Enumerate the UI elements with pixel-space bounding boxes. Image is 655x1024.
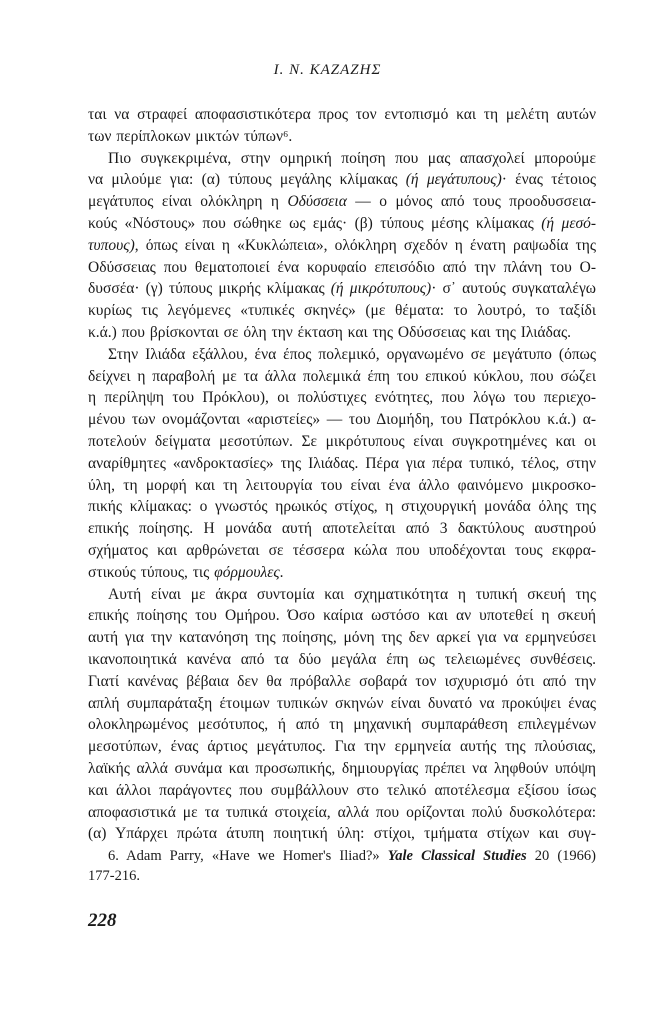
text-segment: · ένας τέτοιος [501, 171, 596, 189]
text-line [88, 693, 596, 715]
text-segment: και άλλοι παράγοντες που συμβάλλουν στο τελικό αποτέλεσμα εξίσου ίσως [88, 781, 596, 799]
text-line [88, 148, 596, 170]
text-line [88, 453, 596, 475]
text-line [88, 431, 596, 453]
text-line [88, 802, 596, 824]
text-line [88, 496, 596, 518]
text-segment: αυτή για την κατανόηση της ποίησης, μόνη της δεν αρκεί για να ερμηνεύσει [88, 629, 596, 647]
italic-text: Οδύσσεια [287, 193, 347, 211]
text-line [88, 387, 596, 409]
text-line [88, 366, 596, 388]
text-line [88, 169, 596, 191]
text-segment: απλή συμπαράταξη έτοιμων τυπικών σκηνών είναι δυνατό να προκύψει ένας [88, 694, 596, 712]
text-segment: Στην Ιλιάδα εξάλλου, ένα έπος πολεμικό, οργανωμένο σε μεγάτυπο (όπως [108, 345, 596, 363]
text-line [88, 649, 596, 671]
italic-text: (ή μικρότυπους) [330, 280, 432, 298]
page-number: 228 [88, 910, 117, 931]
text-segment: κυρίως τις λεγόμενες «τυπικές σκηνές» (με θέματα: το λουτρό, το ταξίδι [88, 302, 596, 320]
text-segment: Οδύσσειας που θεματοποιεί ένα κορυφαίο επεισόδιο από την πλάνη του Ο- [88, 258, 596, 276]
text-segment: μεσοτύπων, ένας άρτιος μεγάτυπος. Για την ερμηνεία αυτής της πλούσιας, [88, 738, 596, 756]
text-line [88, 627, 596, 649]
text-line [88, 518, 596, 540]
text-segment: , όπως είναι η «Κυκλώπεια», ολόκληρη σχεδόν η ένατη ραψωδία της [134, 236, 596, 254]
text-segment: αναρίθμητες «ανδροκτασίες» της Ιλιάδας. Πέρα για πέρα τυπικό, τέλος, στην [88, 454, 596, 472]
running-header: Ι. Ν. ΚΑΖΑΖΗΣ [273, 62, 382, 78]
text-segment: ολοκληρωμένος μεσότυπος, ή από τη μηχανική συμπαράθεση επιλεγμένων [88, 716, 596, 734]
text-segment: Αυτή είναι με άκρα συντομία και σχηματικότητα η τυπική σκευή της [108, 585, 596, 603]
text-segment: δυσσέα· (γ) τύπους μικρής κλίμακας [88, 280, 331, 298]
text-line [88, 104, 596, 126]
text-segment: μένου των ονομάζονται «αριστείες» — του Διομήδη, του Πατρόκλου κ.ά.) α- [88, 411, 596, 429]
text-line [88, 714, 596, 736]
text-line [88, 605, 596, 627]
text-segment: κούς «Νόστους» που σώθηκε ως εμάς· (β) τύπους μέσης κλίμακας [88, 214, 542, 232]
text-segment: κ.ά.) που βρίσκονται σε όλη την έκταση και της Οδύσσειας και της Ιλιάδας. [88, 323, 571, 341]
text-line [88, 780, 596, 802]
text-segment: λαϊκής αλλά συνάμα και προσωπικής, δημιουργίας πρέπει να ληφθούν υπόψη [88, 759, 596, 777]
text-segment: σχήματος και αρθρώνεται σε τέσσερα κώλα που υποδέχονται τους εκφρα- [88, 541, 596, 559]
italic-text: (ή μεσό- [541, 214, 597, 232]
text-segment: (α) Υπάρχει πρώτα άτυπη ποιητική ύλη: στίχοι, τμήματα στίχων και συγ- [88, 825, 596, 843]
footnote-citation: 6. Adam Parry, «Have we Homer's Iliad?» [108, 848, 380, 864]
text-line [88, 584, 596, 606]
text-segment: · σ᾽ αυτούς συγκαταλέγω [431, 280, 596, 298]
text-segment: των περίπλοκων μικτών τύπων⁶. [88, 127, 293, 145]
text-segment: . [279, 563, 284, 581]
text-line [88, 475, 596, 497]
footnote-pages: 177-216. [88, 868, 140, 884]
italic-text: (ή μεγάτυπους) [405, 171, 502, 189]
text-segment: — ο μόνος από τους προοδυσσεια- [346, 193, 596, 211]
text-segment: μεγάτυπος είναι ολόκληρη η [88, 193, 288, 211]
text-line [88, 736, 596, 758]
footnote-journal: Yale Classical Studies [387, 848, 527, 864]
text-segment: ύλη, τη μορφή και τη λειτουργία του είναι ένα άλλο φαινόμενο μικροσκο- [88, 476, 596, 494]
footnote-volume: 20 (1966) [534, 848, 597, 864]
text-line [88, 671, 596, 693]
text-segment: ποτελούν δείγματα μεσοτύπων. Σε μικρότυπους είναι συγκροτημένες και οι [88, 432, 596, 450]
text-segment: Πιο συγκεκριμένα, στην ομηρική ποίηση που μας απασχολεί μπορούμε [108, 149, 596, 167]
text-line [88, 823, 596, 845]
text-line [88, 540, 596, 562]
footnote-line-1 [88, 846, 596, 866]
text-segment: ικανοποιητικά κανένα από τα δύο μεγάλα έπη ως τελειωμένες συνθέσεις. [88, 650, 596, 668]
text-segment: επικής ποίησης του Ομήρου. Όσο καίρια ωστόσο και αν υποτεθεί η σκευή [88, 607, 596, 625]
body-text [88, 104, 596, 845]
text-line [88, 278, 596, 300]
text-segment: πικής κλίμακας: ο γνωστός ηρωικός στίχος, η στιχουργική μονάδα όλης της [88, 498, 596, 516]
text-line [88, 300, 596, 322]
text-line [88, 562, 596, 584]
text-line [88, 213, 596, 235]
text-segment: να μιλούμε για: (α) τύπους μεγάλης κλίμακας [88, 171, 406, 189]
text-segment: Γιατί κανένας βέβαια δεν θα πρόβαλλε σοβαρά τον ισχυρισμό ότι από την [88, 672, 596, 690]
text-line [88, 344, 596, 366]
text-line [88, 235, 596, 257]
footnote [88, 846, 596, 886]
italic-text: φόρμουλες [214, 563, 280, 581]
text-segment: στικούς τύπους, τις [88, 563, 215, 581]
text-segment: επικής ποίησης. Η μονάδα αυτή αποτελείται από 3 δακτύλους αυστηρού [88, 520, 596, 538]
text-segment: δείχνει η παραβολή με τα άλλα πολεμικά έπη του επικού κύκλου, που σώζει [88, 367, 596, 385]
italic-text: τυπους) [88, 236, 135, 254]
text-segment: ται να στραφεί αποφασιστικότερα προς τον εντοπισμό και τη μελέτη αυτών [88, 106, 596, 123]
text-line [88, 257, 596, 279]
text-line [88, 409, 596, 431]
text-segment: αποφασιστικά με τα τυπικά στοιχεία, αλλά που ορίζονται πολύ δυσκολότερα: [88, 803, 596, 821]
text-segment: η περίληψη του Πρόκλου), οι πολύστιχες ενότητες, που λόγω του περιεχο- [88, 389, 596, 407]
text-line [88, 322, 596, 344]
text-line [88, 126, 596, 148]
text-line [88, 191, 596, 213]
text-line [88, 758, 596, 780]
